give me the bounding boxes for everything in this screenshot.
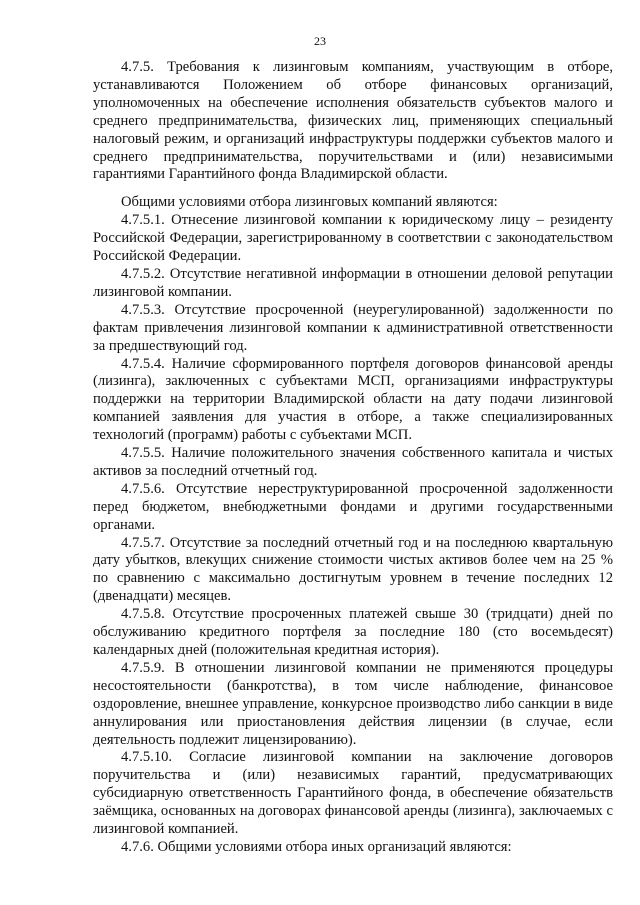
paragraph-4-7-5-7: 4.7.5.7. Отсутствие за последний отчетный год и на последнюю квартальную дату убытков, влекущих снижение стоимости чистых активов более чем на 25 % по сравнению с максимально достигнутым уровнем в течение последних 12 (двенадцати) месяцев. bbox=[93, 534, 613, 605]
paragraph-4-7-5-8: 4.7.5.8. Отсутствие просроченных платежей свыше 30 (тридцати) дней по обслуживанию кредитного портфеля за последние 180 (сто восемьдесят) календарных дней (положительная кредитная история). bbox=[93, 606, 613, 658]
paragraph-4-7-5-9: 4.7.5.9. В отношении лизинговой компании не применяются процедуры несостоятельности (банкротства), в том числе наблюдение, финансовое оздоровление, внешнее управление, конкурсное производство либо санкции в виде аннулирования или приостановления действия лицензии (в случае, если деятельность подлежит лицензированию). bbox=[93, 659, 613, 748]
paragraph-4-7-5-3: 4.7.5.3. Отсутствие просроченной (неурегулированной) задолженности по фактам привлечения лизинговой компании к административной ответственности за предшествующий год. bbox=[93, 301, 613, 354]
paragraph-4-7-5-6: 4.7.5.6. Отсутствие нереструктурированной просроченной задолженности перед бюджетом, внебюджетными фондами и другими государственными органами. bbox=[93, 480, 613, 533]
page-number: 23 bbox=[314, 34, 326, 48]
paragraph-4-7-5-4: 4.7.5.4. Наличие сформированного портфеля договоров финансовой аренды (лизинга), заключенных с субъектами МСП, организациями инфраструктуры поддержки на территории Владимирской области на дату подачи лизинговой компанией заявления для участия в отборе, а также специализированных технологий (программ) работы с субъектами МСП. bbox=[93, 355, 613, 444]
paragraph-4-7-6: 4.7.6. Общими условиями отбора иных организаций являются: bbox=[121, 838, 512, 855]
paragraph-4-7-5-5: 4.7.5.5. Наличие положительного значения собственного капитала и чистых активов за последний отчетный год. bbox=[93, 445, 613, 479]
document-body bbox=[93, 59, 613, 857]
paragraph-4-7-5-2: 4.7.5.2. Отсутствие негативной информации в отношении деловой репутации лизинговой компании. bbox=[93, 265, 613, 300]
paragraph-general-conditions-leasing: Общими условиями отбора лизинговых компаний являются: bbox=[121, 194, 498, 211]
paragraph-4-7-5: 4.7.5. Требования к лизинговым компаниям, участвующим в отборе, устанавливаются Положением об отборе финансовых организаций, уполномоченных на обеспечение исполнения обязательств субъектов малого и среднего предпринимательства, физических лиц, применяющих специальный налоговый режим, и организаций инфраструктуры поддержки субъектов малого и среднего предпринимательства, поручительствами и (или) независимыми гарантиями Гарантийного фонда Владимирской области. bbox=[93, 59, 613, 183]
paragraph-4-7-5-1: 4.7.5.1. Отнесение лизинговой компании к юридическому лицу – резиденту Российской Федерации, зарегистрированному в соответствии с законодательством Российской Федерации. bbox=[93, 212, 613, 265]
paragraph-4-7-5-10: 4.7.5.10. Согласие лизинговой компании на заключение договоров поручительства и (или) независимых гарантий, предусматривающих субсидиарную ответственность Гарантийного фонда, в обеспечение обязательств заёмщика, основанных на договорах финансовой аренды (лизинга), заключаемых с лизинговой компанией. bbox=[93, 749, 613, 838]
